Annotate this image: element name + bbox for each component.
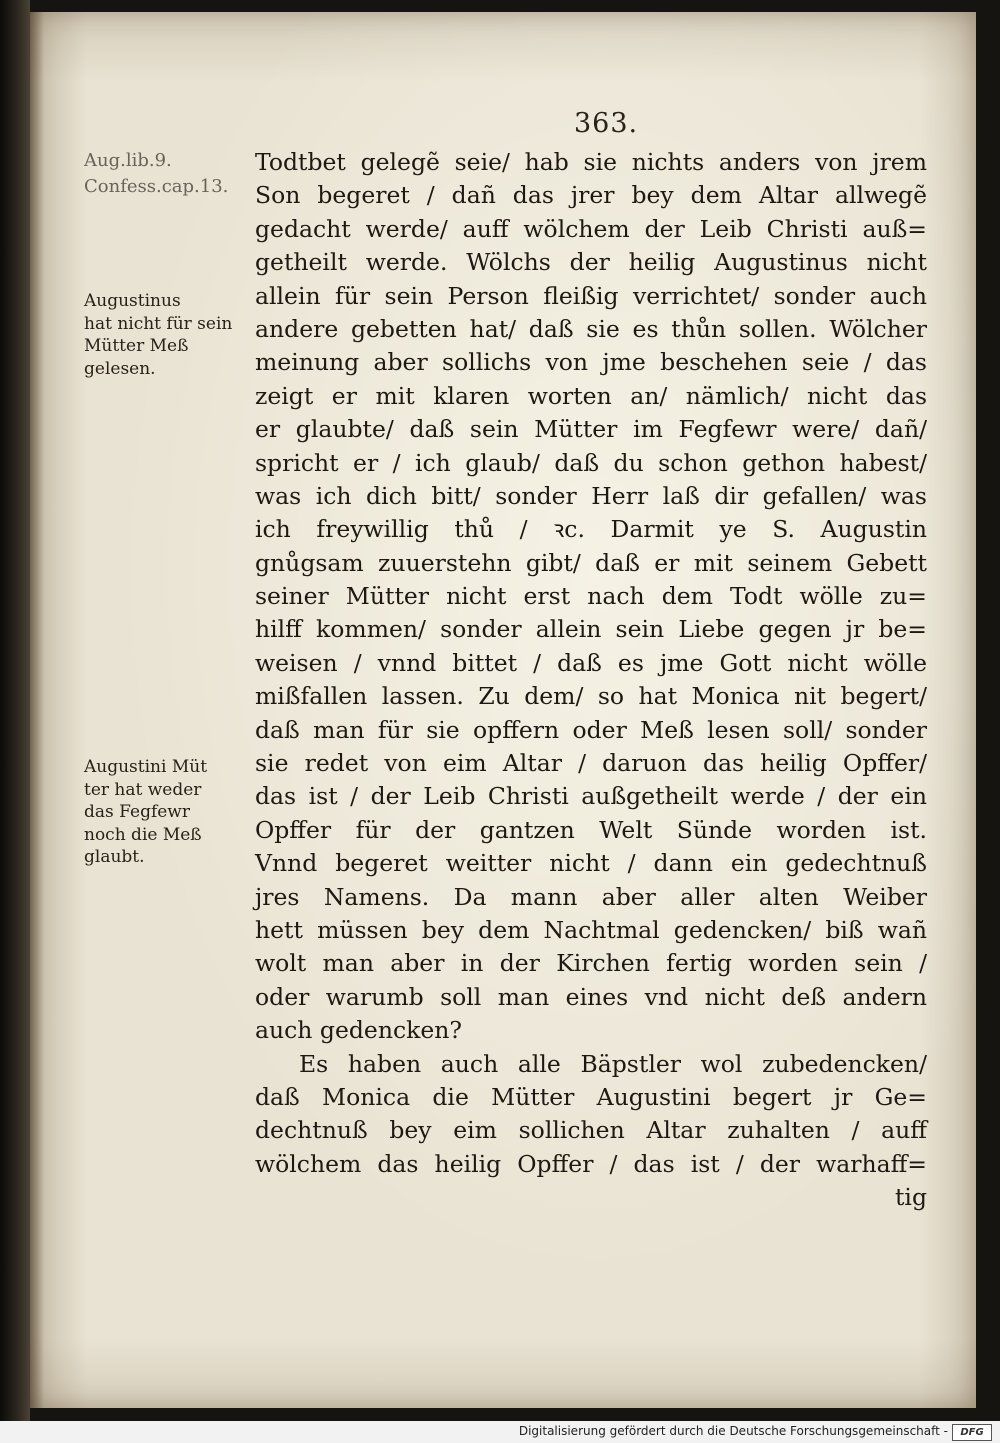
text-line: wolt man aber in der Kirchen fertig worden sein / (255, 949, 927, 978)
marginal-line: ter hat weder (84, 779, 202, 800)
gutter-shadow (30, 12, 44, 1408)
text-line: auch gedencken? (255, 1016, 462, 1045)
marginal-line: Confess.cap.13. (84, 176, 229, 197)
text-line: dechtnuß bey eim sollichen Altar zuhalten / auff (255, 1116, 927, 1145)
text-line: Son begeret / dañ das jrer bey dem Altar allwegẽ (255, 181, 927, 210)
marginal-line: noch die Meß (84, 824, 202, 845)
marginal-line: glaubt. (84, 847, 145, 867)
text-line: hett müssen bey dem Nachtmal gedencken/ biß wañ (255, 915, 927, 944)
text-line: Todtbet gelegẽ seie/ hab sie nichts anders von jrem (255, 148, 927, 176)
text-line: wölchem das heilig Opffer / das ist / der warhaff= (255, 1149, 927, 1178)
text-line: was ich dich bitt/ sonder Herr laß dir gefallen/ was (255, 481, 927, 510)
text-line: er glaubte/ daß sein Mütter im Fegfewr were/ dañ/ (255, 415, 927, 444)
text-line: Vnnd begeret weitter nicht / dann ein gedechtnuß (255, 849, 927, 878)
marginal-line: hat nicht für sein (84, 313, 233, 334)
paragraph-start-line: Es haben auch alle Bäpstler wol zubedencken/ (299, 1049, 927, 1078)
text-line: seiner Mütter nicht erst nach dem Todt wölle zu= (255, 582, 927, 611)
marginal-note-citation (84, 148, 260, 200)
text-line: meinung aber sollichs von jme beschehen seie / das (255, 348, 927, 377)
marginal-line: Mütter Meß (84, 336, 189, 356)
text-line: das ist / der Leib Christi außgetheilt werde / der ein (255, 782, 927, 811)
text-line: gedacht werde/ auff wölchem der Leib Christi auß= (255, 214, 927, 243)
text-line: oder warumb soll man eines vnd nicht deß andern (255, 982, 927, 1011)
text-line: andere gebetten hat/ daß sie es thůn sollen. Wölcher (255, 314, 927, 343)
text-line: gnůgsam zuuerstehn gibt/ daß er mit seinem Gebett (255, 548, 927, 577)
text-line: mißfallen lassen. Zu dem/ so hat Monica nit begert/ (255, 682, 927, 711)
digitization-footer (0, 1421, 1000, 1443)
marginal-line: Augustinus (84, 291, 181, 311)
marginal-line: Augustini Müt (84, 757, 208, 777)
text-line: ich freywillig thů / ꝛc. Darmit ye S. Augustin (255, 515, 927, 544)
text-line: weisen / vnnd bittet / daß es jme Gott nicht wölle (255, 648, 927, 677)
text-line: zeigt er mit klaren worten an/ nämlich/ nicht das (255, 381, 927, 410)
marginal-line: Aug.lib.9. (84, 150, 172, 171)
marginal-note-augustinus (84, 290, 260, 380)
text-line: daß Monica die Mütter Augustini begert jr Ge= (255, 1082, 927, 1111)
catchword: tig (894, 1183, 927, 1212)
text-line: sie redet von eim Altar / daruon das heilig Opffer/ (255, 749, 927, 778)
book-binding-edge (0, 0, 30, 1443)
page-number: 363. (574, 108, 639, 139)
text-line: daß man für sie opffern oder Meß lesen soll/ sonder (255, 715, 927, 744)
marginal-note-augustini-mutter (84, 756, 260, 869)
dfg-logo: DFG (952, 1424, 992, 1441)
text-line: Opffer für der gantzen Welt Sünde worden ist. (255, 815, 927, 844)
text-line: spricht er / ich glaub/ daß du schon gethon habest/ (255, 448, 927, 477)
marginal-line: gelesen. (84, 358, 156, 379)
funding-credit: Digitalisierung gefördert durch die Deutsche Forschungsgemeinschaft - (518, 1424, 948, 1438)
text-line: getheilt werde. Wölchs der heilig Augustinus nicht (255, 248, 927, 277)
text-line: jres Namens. Da mann aber aller alten Weiber (255, 882, 927, 911)
marginal-line: das Fegfewr (84, 802, 190, 822)
text-line: hilff kommen/ sonder allein sein Liebe gegen jr be= (255, 615, 927, 644)
text-line: allein für sein Person fleißig verrichtet/ sonder auch (255, 281, 927, 310)
main-text-block (255, 146, 927, 1215)
